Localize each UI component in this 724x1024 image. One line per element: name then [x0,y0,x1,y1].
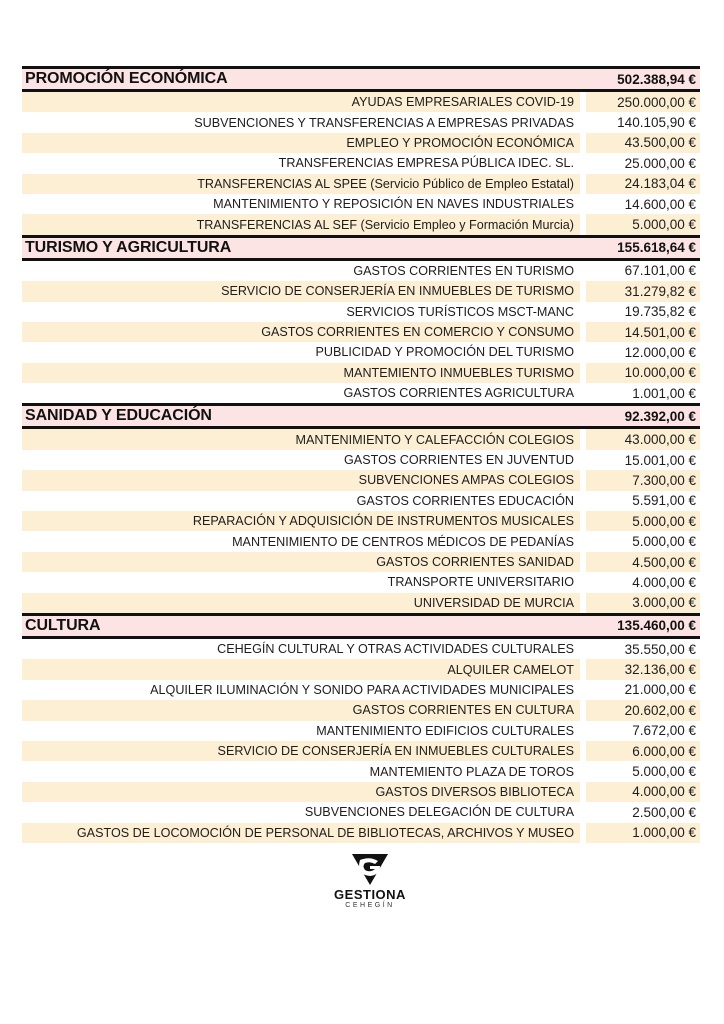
section-header [22,403,700,429]
item-amount: 3.000,00 € [586,593,700,613]
section-title: SANIDAD Y EDUCACIÓN [25,407,212,425]
section-total: 155.618,64 € [617,240,696,256]
item-amount: 67.101,00 € [624,263,696,279]
table-row [22,92,700,112]
table-row [22,153,700,173]
gestiona-logo-icon [350,852,390,886]
item-amount: 4.000,00 € [632,574,696,590]
item-label: GASTOS CORRIENTES EDUCACIÓN [356,493,574,508]
item-amount: 24.183,04 € [586,174,700,194]
item-amount: 4.000,00 € [586,782,700,802]
item-amount: 15.001,00 € [624,452,696,468]
item-label: GASTOS CORRIENTES EN COMERCIO Y CONSUMO [22,322,580,342]
table-row [22,782,700,802]
item-amount: 32.136,00 € [586,659,700,679]
item-label: GASTOS CORRIENTES AGRICULTURA [343,386,574,401]
table-row [22,552,700,572]
table-row [22,112,700,132]
section-header [22,66,700,92]
item-label: ALQUILER CAMELOT [22,659,580,679]
section-total: 502.388,94 € [617,71,696,87]
item-label: MANTENIMIENTO Y CALEFACCIÓN COLEGIOS [22,429,580,449]
item-amount: 10.000,00 € [586,363,700,383]
item-label: CEHEGÍN CULTURAL Y OTRAS ACTIVIDADES CULTURALES [217,642,574,657]
table-row [22,281,700,301]
item-label: GASTOS CORRIENTES EN CULTURA [22,700,580,720]
section-total: 135.460,00 € [617,618,696,634]
table-row [22,322,700,342]
item-label: SUBVENCIONES DELEGACIÓN DE CULTURA [304,805,574,820]
item-label: MANTENIMIENTO DE CENTROS MÉDICOS DE PEDANÍAS [232,534,574,549]
item-amount: 31.279,82 € [586,281,700,301]
item-label: GASTOS CORRIENTES SANIDAD [22,552,580,572]
table-row [22,721,700,741]
item-label: MANTENIMIENTO Y REPOSICIÓN EN NAVES INDUSTRIALES [213,197,574,212]
item-label: TRANSFERENCIAS AL SEF (Servicio Empleo y Formación Murcia) [22,214,580,234]
budget-table [22,66,700,843]
table-row [22,194,700,214]
item-label: SERVICIOS TURÍSTICOS MSCT-MANC [346,304,574,319]
item-label: TRANSFERENCIAS AL SPEE (Servicio Público de Empleo Estatal) [22,174,580,194]
table-row [22,491,700,511]
item-amount: 7.300,00 € [586,470,700,490]
item-label: PUBLICIDAD Y PROMOCIÓN DEL TURISMO [315,345,574,360]
item-amount: 14.501,00 € [586,322,700,342]
item-amount: 43.500,00 € [586,133,700,153]
item-amount: 20.602,00 € [586,700,700,720]
table-row [22,342,700,362]
item-label: MANTEMIENTO PLAZA DE TOROS [369,764,574,779]
table-row [22,593,700,613]
item-label: SERVICIO DE CONSERJERÍA EN INMUEBLES CULTURALES [22,741,580,761]
item-amount: 5.591,00 € [632,493,696,509]
item-amount: 12.000,00 € [624,344,696,360]
item-label: AYUDAS EMPRESARIALES COVID-19 [22,92,580,112]
table-row [22,383,700,403]
item-label: GASTOS CORRIENTES EN JUVENTUD [344,453,574,468]
table-row [22,429,700,449]
section-title: CULTURA [25,616,101,634]
logo-subtitle: CEHEGÍN [345,902,395,909]
section-header [22,613,700,639]
table-row [22,470,700,490]
item-amount: 7.672,00 € [632,723,696,739]
table-row [22,531,700,551]
table-row [22,572,700,592]
item-label: GASTOS CORRIENTES EN TURISMO [353,263,574,278]
section-title: PROMOCIÓN ECONÓMICA [25,70,228,87]
item-amount: 5.000,00 € [632,534,696,550]
item-label: TRANSFERENCIAS EMPRESA PÚBLICA IDEC. SL. [278,156,574,171]
table-row [22,214,700,234]
item-label: ALQUILER ILUMINACIÓN Y SONIDO PARA ACTIVIDADES MUNICIPALES [150,682,574,697]
item-label: UNIVERSIDAD DE MURCIA [22,593,580,613]
table-row [22,700,700,720]
item-amount: 43.000,00 € [586,429,700,449]
item-label: GASTOS DIVERSOS BIBLIOTECA [22,782,580,802]
item-label: TRANSPORTE UNIVERSITARIO [387,575,574,590]
item-label: MANTEMIENTO INMUEBLES TURISMO [22,363,580,383]
item-amount: 1.001,00 € [632,385,696,401]
item-amount: 2.500,00 € [632,804,696,820]
table-row [22,802,700,822]
item-label: SUBVENCIONES AMPAS COLEGIOS [22,470,580,490]
table-row [22,174,700,194]
item-amount: 19.735,82 € [624,304,696,320]
item-amount: 35.550,00 € [624,641,696,657]
table-row [22,680,700,700]
table-row [22,261,700,281]
item-label: SUBVENCIONES Y TRANSFERENCIAS A EMPRESAS PRIVADAS [194,115,574,130]
item-amount: 4.500,00 € [586,552,700,572]
item-label: REPARACIÓN Y ADQUISICIÓN DE INSTRUMENTOS MUSICALES [22,511,580,531]
item-amount: 1.000,00 € [586,823,700,843]
table-row [22,823,700,843]
table-row [22,133,700,153]
table-row [22,450,700,470]
section-total: 92.392,00 € [624,408,696,424]
table-row [22,761,700,781]
table-row [22,659,700,679]
item-amount: 6.000,00 € [586,741,700,761]
section-title: TURISMO Y AGRICULTURA [25,238,232,256]
item-amount: 14.600,00 € [624,196,696,212]
item-amount: 5.000,00 € [586,511,700,531]
section-header [22,235,700,261]
table-row [22,741,700,761]
table-row [22,363,700,383]
item-amount: 140.105,90 € [617,115,696,131]
item-amount: 5.000,00 € [632,764,696,780]
table-row [22,302,700,322]
item-label: MANTENIMIENTO EDIFICIOS CULTURALES [316,723,574,738]
item-amount: 21.000,00 € [624,682,696,698]
table-row [22,639,700,659]
item-amount: 5.000,00 € [586,214,700,234]
item-amount: 250.000,00 € [586,92,700,112]
item-label: EMPLEO Y PROMOCIÓN ECONÓMICA [22,133,580,153]
item-label: SERVICIO DE CONSERJERÍA EN INMUEBLES DE TURISMO [22,281,580,301]
logo-name: GESTIONA [334,887,406,902]
gestiona-logo [330,852,410,910]
item-label: GASTOS DE LOCOMOCIÓN DE PERSONAL DE BIBLIOTECAS, ARCHIVOS Y MUSEO [22,823,580,843]
table-row [22,511,700,531]
item-amount: 25.000,00 € [624,155,696,171]
